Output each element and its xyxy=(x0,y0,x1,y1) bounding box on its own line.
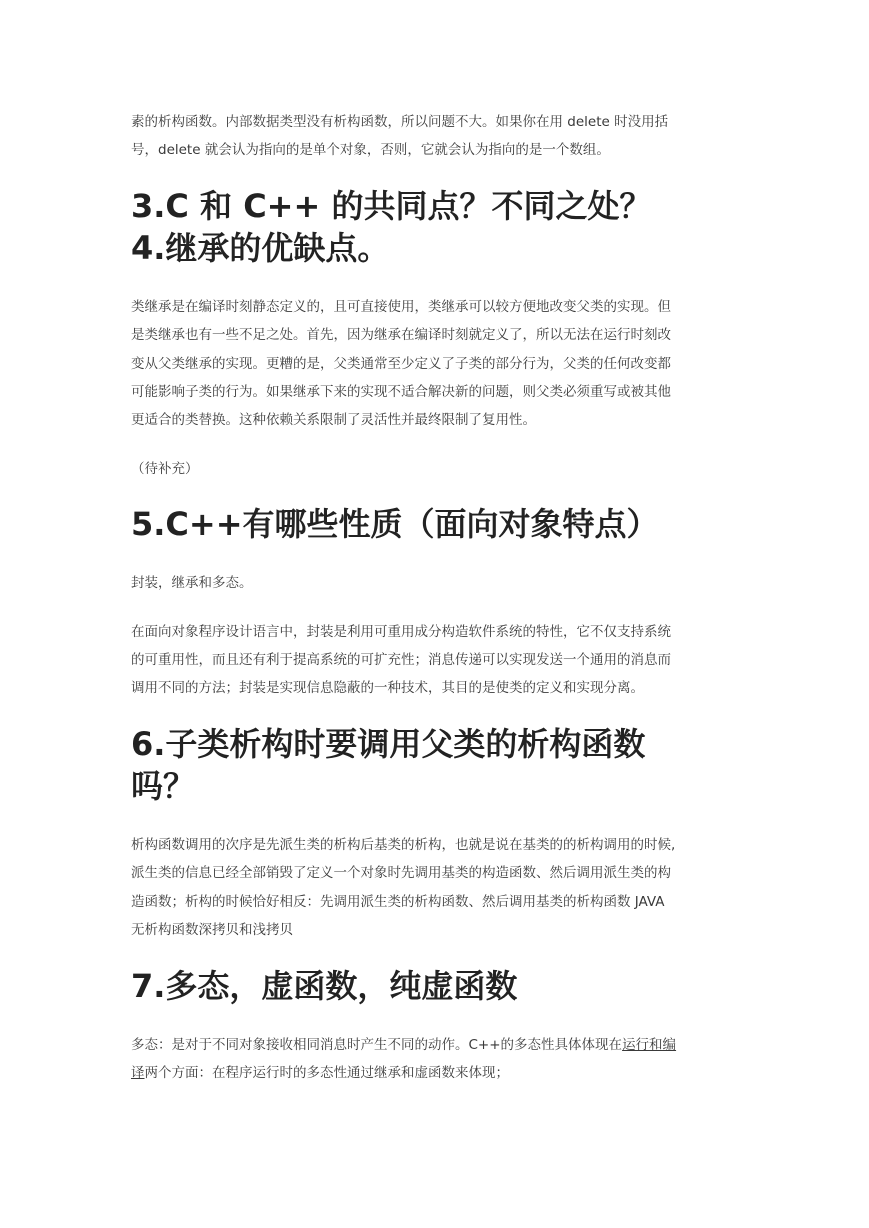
text-line: 变从父类继承的实现。更糟的是，父类通常至少定义了子类的部分行为，父类的任何改变都 xyxy=(131,355,671,372)
text-line: 是类继承也有一些不足之处。首先，因为继承在编译时刻就定义了，所以无法在运行时刻改 xyxy=(131,327,671,344)
heading-q7: 7.多态，虚函数，纯虚函数 xyxy=(131,966,518,1005)
q5-paragraph xyxy=(131,618,741,703)
heading-q6-line1: 6.子类析构时要调用父类的析构函数 xyxy=(131,724,646,763)
heading-q3: 3.C 和 C++ 的共同点？不同之处？ xyxy=(131,186,652,225)
intro-paragraph xyxy=(131,108,741,165)
q7-paragraph xyxy=(131,1031,741,1088)
heading-q6-line2: 吗？ xyxy=(131,766,196,805)
text-line: 造函数；析构的时候恰好相反：先调用派生类的析构函数、然后调用基类的析构函数 JAVA xyxy=(131,893,665,910)
q4-paragraph xyxy=(131,293,741,435)
document-content xyxy=(131,108,741,1087)
text-line: 更适合的类替换。这种依赖关系限制了灵活性并最终限制了复用性。 xyxy=(131,412,536,429)
text-line: 素的析构函数。内部数据类型没有析构函数，所以问题不大。如果你在用 delete 时没用括 xyxy=(131,114,669,130)
q5-answer: 封装，继承和多态。 xyxy=(131,575,253,592)
runtime-compile-link-continued[interactable]: 译 xyxy=(131,1064,145,1081)
runtime-compile-link[interactable]: 运行和编 xyxy=(622,1036,677,1053)
text-line: 析构函数调用的次序是先派生类的析构后基类的析构，也就是说在基类的的析构调用的时候, xyxy=(131,836,676,853)
text-line: 号，delete 就会认为指向的是单个对象，否则，它就会认为指向的是一个数组。 xyxy=(131,142,610,159)
text-line: 派生类的信息已经全部销毁了定义一个对象时先调用基类的构造函数、然后调用派生类的构 xyxy=(131,865,671,882)
q6-paragraph xyxy=(131,831,741,945)
heading-q6 xyxy=(131,723,741,807)
heading-q5: 5.C++有哪些性质（面向对象特点） xyxy=(131,505,659,544)
q7-line1-text: 多态：是对于不同对象接收相同消息时产生不同的动作。C++的多态性具体体现在 xyxy=(131,1036,623,1053)
note-pending: （待补充） xyxy=(131,460,199,477)
text-line: 类继承是在编译时刻静态定义的，且可直接使用，类继承可以较方便地改变父类的实现。但 xyxy=(131,298,671,315)
text-line xyxy=(131,1059,741,1087)
text-line: 在面向对象程序设计语言中，封装是利用可重用成分构造软件系统的特性，它不仅支持系统 xyxy=(131,623,671,640)
text-line: 调用不同的方法；封装是实现信息隐蔽的一种技术，其目的是使类的定义和实现分离。 xyxy=(131,680,644,697)
text-line: 无析构函数深拷贝和浅拷贝 xyxy=(131,922,293,939)
q7-line2-text: 两个方面：在程序运行时的多态性通过继承和虚函数来体现； xyxy=(144,1064,509,1081)
heading-q4: 4.继承的优缺点。 xyxy=(131,228,390,267)
text-line: 可能影响子类的行为。如果继承下来的实现不适合解决新的问题，则父类必须重写或被其他 xyxy=(131,384,671,401)
text-line xyxy=(131,1031,741,1059)
text-line: 的可重用性，而且还有利于提高系统的可扩充性；消息传递可以实现发送一个通用的消息而 xyxy=(131,652,671,669)
